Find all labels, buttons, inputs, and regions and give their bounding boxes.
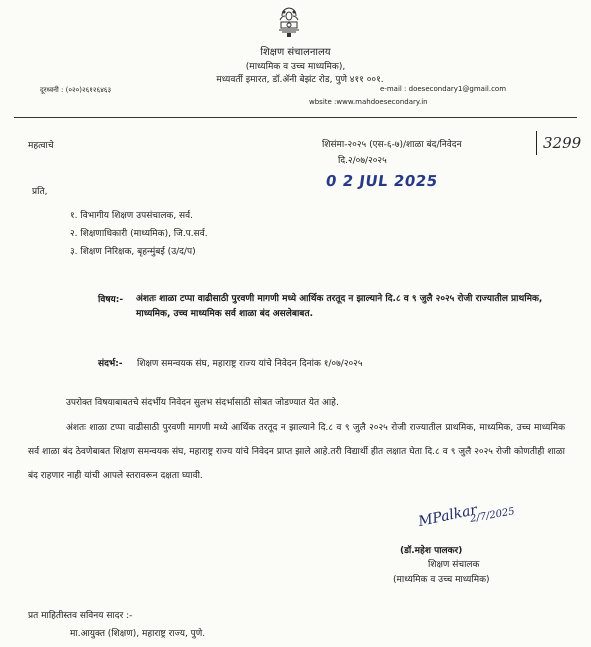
copy-recipient: मा.आयुक्त (शिक्षण), महाराष्ट्र राज्य, पुणे. <box>70 629 206 639</box>
reference-date: दि.२/०७/२०२५ <box>338 156 387 166</box>
salutation-to: प्रति, <box>32 187 48 197</box>
office-address: मध्यवर्ती इमारत, डॉ.ॲनी बेझंट रोड, पुणे ४११ ००१. <box>216 75 384 85</box>
phone-number: दूरध्वनी : (०२०)२६१२६४६३ <box>40 86 112 94</box>
outward-reference: शिसंमा-२०२५ (एस-६-७)/शाळा बंद/निवेदन <box>322 140 462 150</box>
office-name: शिक्षण संचालनालय <box>260 47 331 58</box>
inward-divider <box>536 131 537 155</box>
signatory-post: शिक्षण संचालक <box>428 560 480 570</box>
recipient-item: १. विभागीय शिक्षण उपसंचालक, सर्व. <box>70 211 194 221</box>
body-paragraph-2: अंशतः शाळा टप्पा वाढीसाठी पुरवणी मागणी मध्ये आर्थिक तरतूद न झाल्याने दि.८ व ९ जुलै २०२५ रोजी राज्यातील प्राथमिक, माध्यमिक, उच्च माध्यमिक सर्व शाळा बंद ठेवणेबाबत शिक्षण समन्वयक संघ, महाराष्ट्र राज्य यांचे निवेदन प्राप्त झाले आहे.तरी विद्यार्थी हीत लक्षात घेता दि.८ व ९ जुलै २०२५ रोजी कोणतीही शाळा बंद राहणार नाही यांची आपले स्तरावरून दक्षता घ्यावी. <box>28 423 565 481</box>
email-address: e-mail : doesecondary1@gmail.com <box>380 85 507 93</box>
recipient-item: २. शिक्षणाधिकारी (माध्यमिक), जि.प.सर्व. <box>70 229 208 239</box>
subject-text: अंशतः शाळा टप्पा वाढीसाठी पुरवणी मागणी मध्ये आर्थिक तरतूद न झाल्याने दि.८ व ९ जुलै २०२५ रोजी राज्यातील प्राथमिक, माध्यमिक, उच्च माध्यमिक सर्व शाळा बंद असलेबाबत. <box>136 294 543 319</box>
body-paragraph-1: उपरोक्त विषयाबाबतचे संदर्भीय निवेदन सुलभ संदर्भासाठी सोबत जोडण्यात येत आहे. <box>66 398 339 408</box>
received-date-stamp: 0 2 JUL 2025 <box>324 172 439 190</box>
signature-scribble: MPalkar <box>416 501 479 531</box>
signatory-name: (डॉ.महेश पालकर) <box>400 546 463 556</box>
header-divider <box>14 117 577 118</box>
copy-label: प्रत माहितीस्तव सविनय सादर :- <box>28 611 133 621</box>
office-wing: (माध्यमिक व उच्च माध्यमिक), <box>245 62 346 72</box>
importance-label: महत्वाचे <box>28 141 54 151</box>
reference-text: शिक्षण समन्वयक संघ, महाराष्ट्र राज्य यांचे निवेदन दिनांक १/०७/२०२५ <box>137 359 363 369</box>
subject-label: विषय:- <box>98 295 124 305</box>
recipient-item: ३. शिक्षण निरिक्षक, बृहन्मुंबई (उ/द/प) <box>70 247 196 257</box>
signature-date: 2/7/2025 <box>469 506 516 525</box>
reference-label: संदर्भ:- <box>98 359 123 369</box>
signatory-department: (माध्यमिक व उच्च माध्यमिक) <box>393 575 490 585</box>
state-emblem-icon <box>274 4 304 40</box>
website: wbsite :www.mahdoesecondary.in <box>309 98 428 106</box>
inward-number: 3299 <box>543 134 582 152</box>
